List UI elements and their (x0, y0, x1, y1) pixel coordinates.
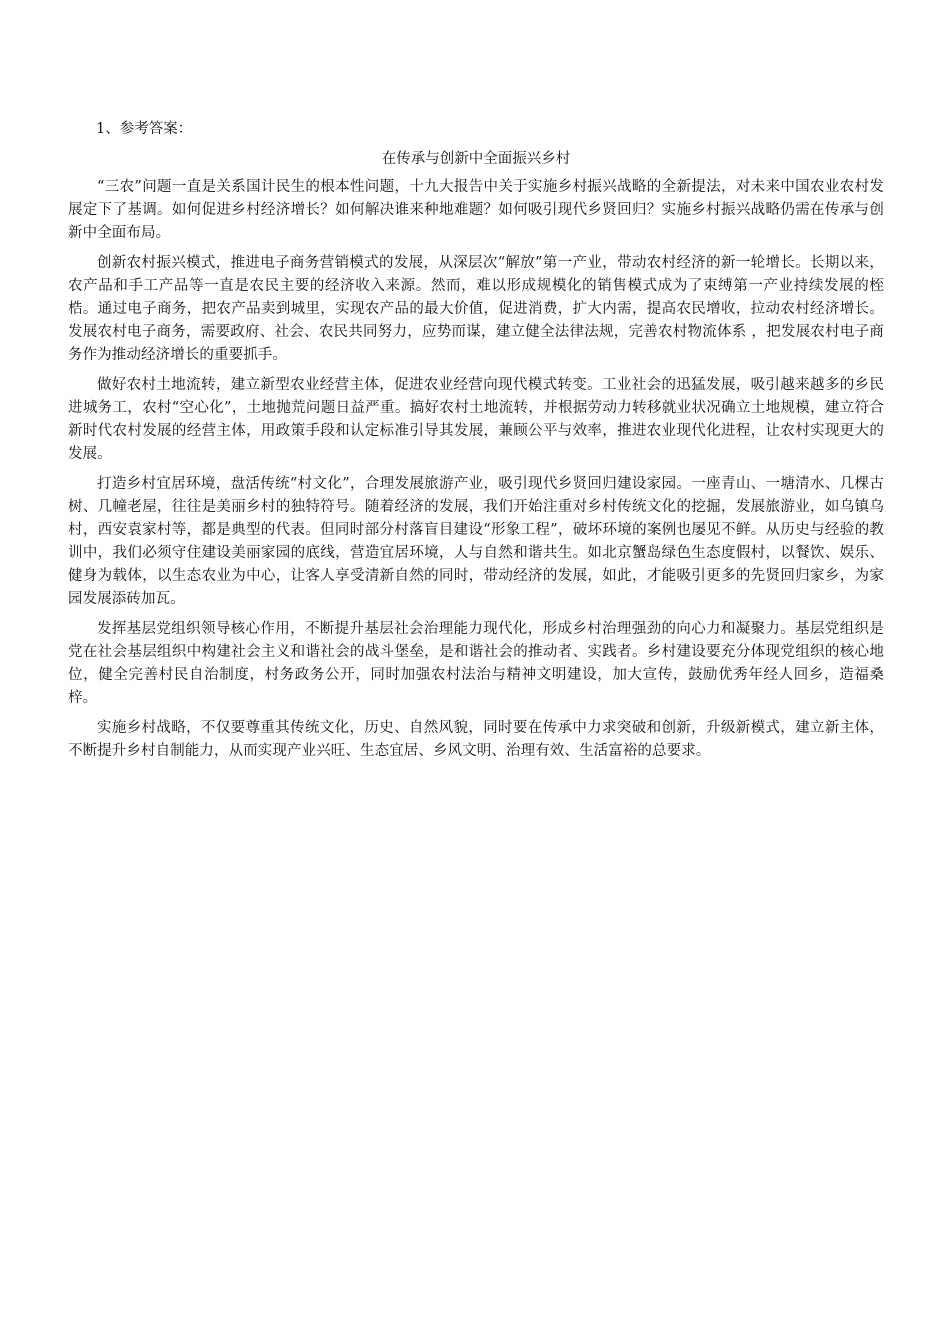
essay-title: 在传承与创新中全面振兴乡村 (381, 151, 571, 167)
paragraph-2: 创新农村振兴模式，推进电子商务营销模式的发展，从深层次“解放”第一产业，带动农村经济的新一轮增长。长期以来，农产品和手工产品等一直是农民主要的经济收入来源。然而，难以形成规模化的销售模式成为了束缚第一产业持续发展的桎梏。通过电子商务，把农产品卖到城里，实现农产品的最大价值，促进消费，扩大内需，提高农民增收，拉动农村经济增长。发展农村电子商务，需要政府、社会、农民共同努力，应势而谋，建立健全法律法规，完善农村物流体系 ，把发展农村电子商务作为推动经济增长的重要抓手。 (68, 255, 884, 363)
paragraph-3: 做好农村土地流转，建立新型农业经营主体，促进农业经营向现代模式转变。工业社会的迅猛发展，吸引越来越多的乡民进城务工，农村“空心化”，土地抛荒问题日益严重。搞好农村土地流转，并根据劳动力转移就业状况确立土地规模，建立符合新时代农村发展的经营主体，用政策手段和认定标准引导其发展，兼顾公平与效率，推进农业现代化进程，让农村实现更大的发展。 (68, 377, 884, 462)
paragraph-5: 发挥基层党组织领导核心作用，不断提升基层社会治理能力现代化，形成乡村治理强劲的向心力和凝聚力。基层党组织是党在社会基层组织中构建社会主义和谐社会的战斗堡垒，是和谐社会的推动者、实践者。乡村建设要充分体现党组织的核心地位，健全完善村民自治制度，村务政务公开，同时加强农村法治与精神文明建设，加大宣传，鼓励优秀年经人回乡，造福桑梓。 (68, 621, 884, 706)
paragraph-6: 实施乡村战略，不仅要尊重其传统文化，历史、自然风貌，同时要在传承中力求突破和创新，升级新模式，建立新主体，不断提升乡村自制能力，从而实现产业兴旺、生态宜居、乡风文明、治理有效、生活富裕的总要求。 (68, 720, 884, 759)
answer-heading: 1、参考答案： (96, 121, 193, 137)
paragraph-4: 打造乡村宜居环境，盘活传统“村文化”，合理发展旅游产业，吸引现代乡贤回归建设家园。一座青山、一塘清水、几棵古树、几幢老屋，往往是美丽乡村的独特符号。随着经济的发展，我们开始注重对乡村传统文化的挖掘，发展旅游业，如乌镇乌村，西安袁家村等，都是典型的代表。但同时部分村落盲目建设“形象工程”，破坏环境的案例也屡见不鲜。从历史与经验的教训中，我们必须守住建设美丽家园的底线，营造宜居环境，人与自然和谐共生。如北京蟹岛绿色生态度假村，以餐饮、娱乐、健身为载体，以生态农业为中心，让客人享受清新自然的同时，带动经济的发展，如此，才能吸引更多的先贤回归家乡，为家园发展添砖加瓦。 (68, 476, 884, 607)
document-page (68, 118, 884, 770)
paragraph-1: “三农”问题一直是关系国计民生的根本性问题，十九大报告中关于实施乡村振兴战略的全新提法，对未来中国农业农村发展定下了基调。如何促进乡村经济增长？如何解决谁来种地难题？如何吸引现代乡贤回归？实施乡村振兴战略仍需在传承与创新中全面布局。 (68, 179, 884, 241)
